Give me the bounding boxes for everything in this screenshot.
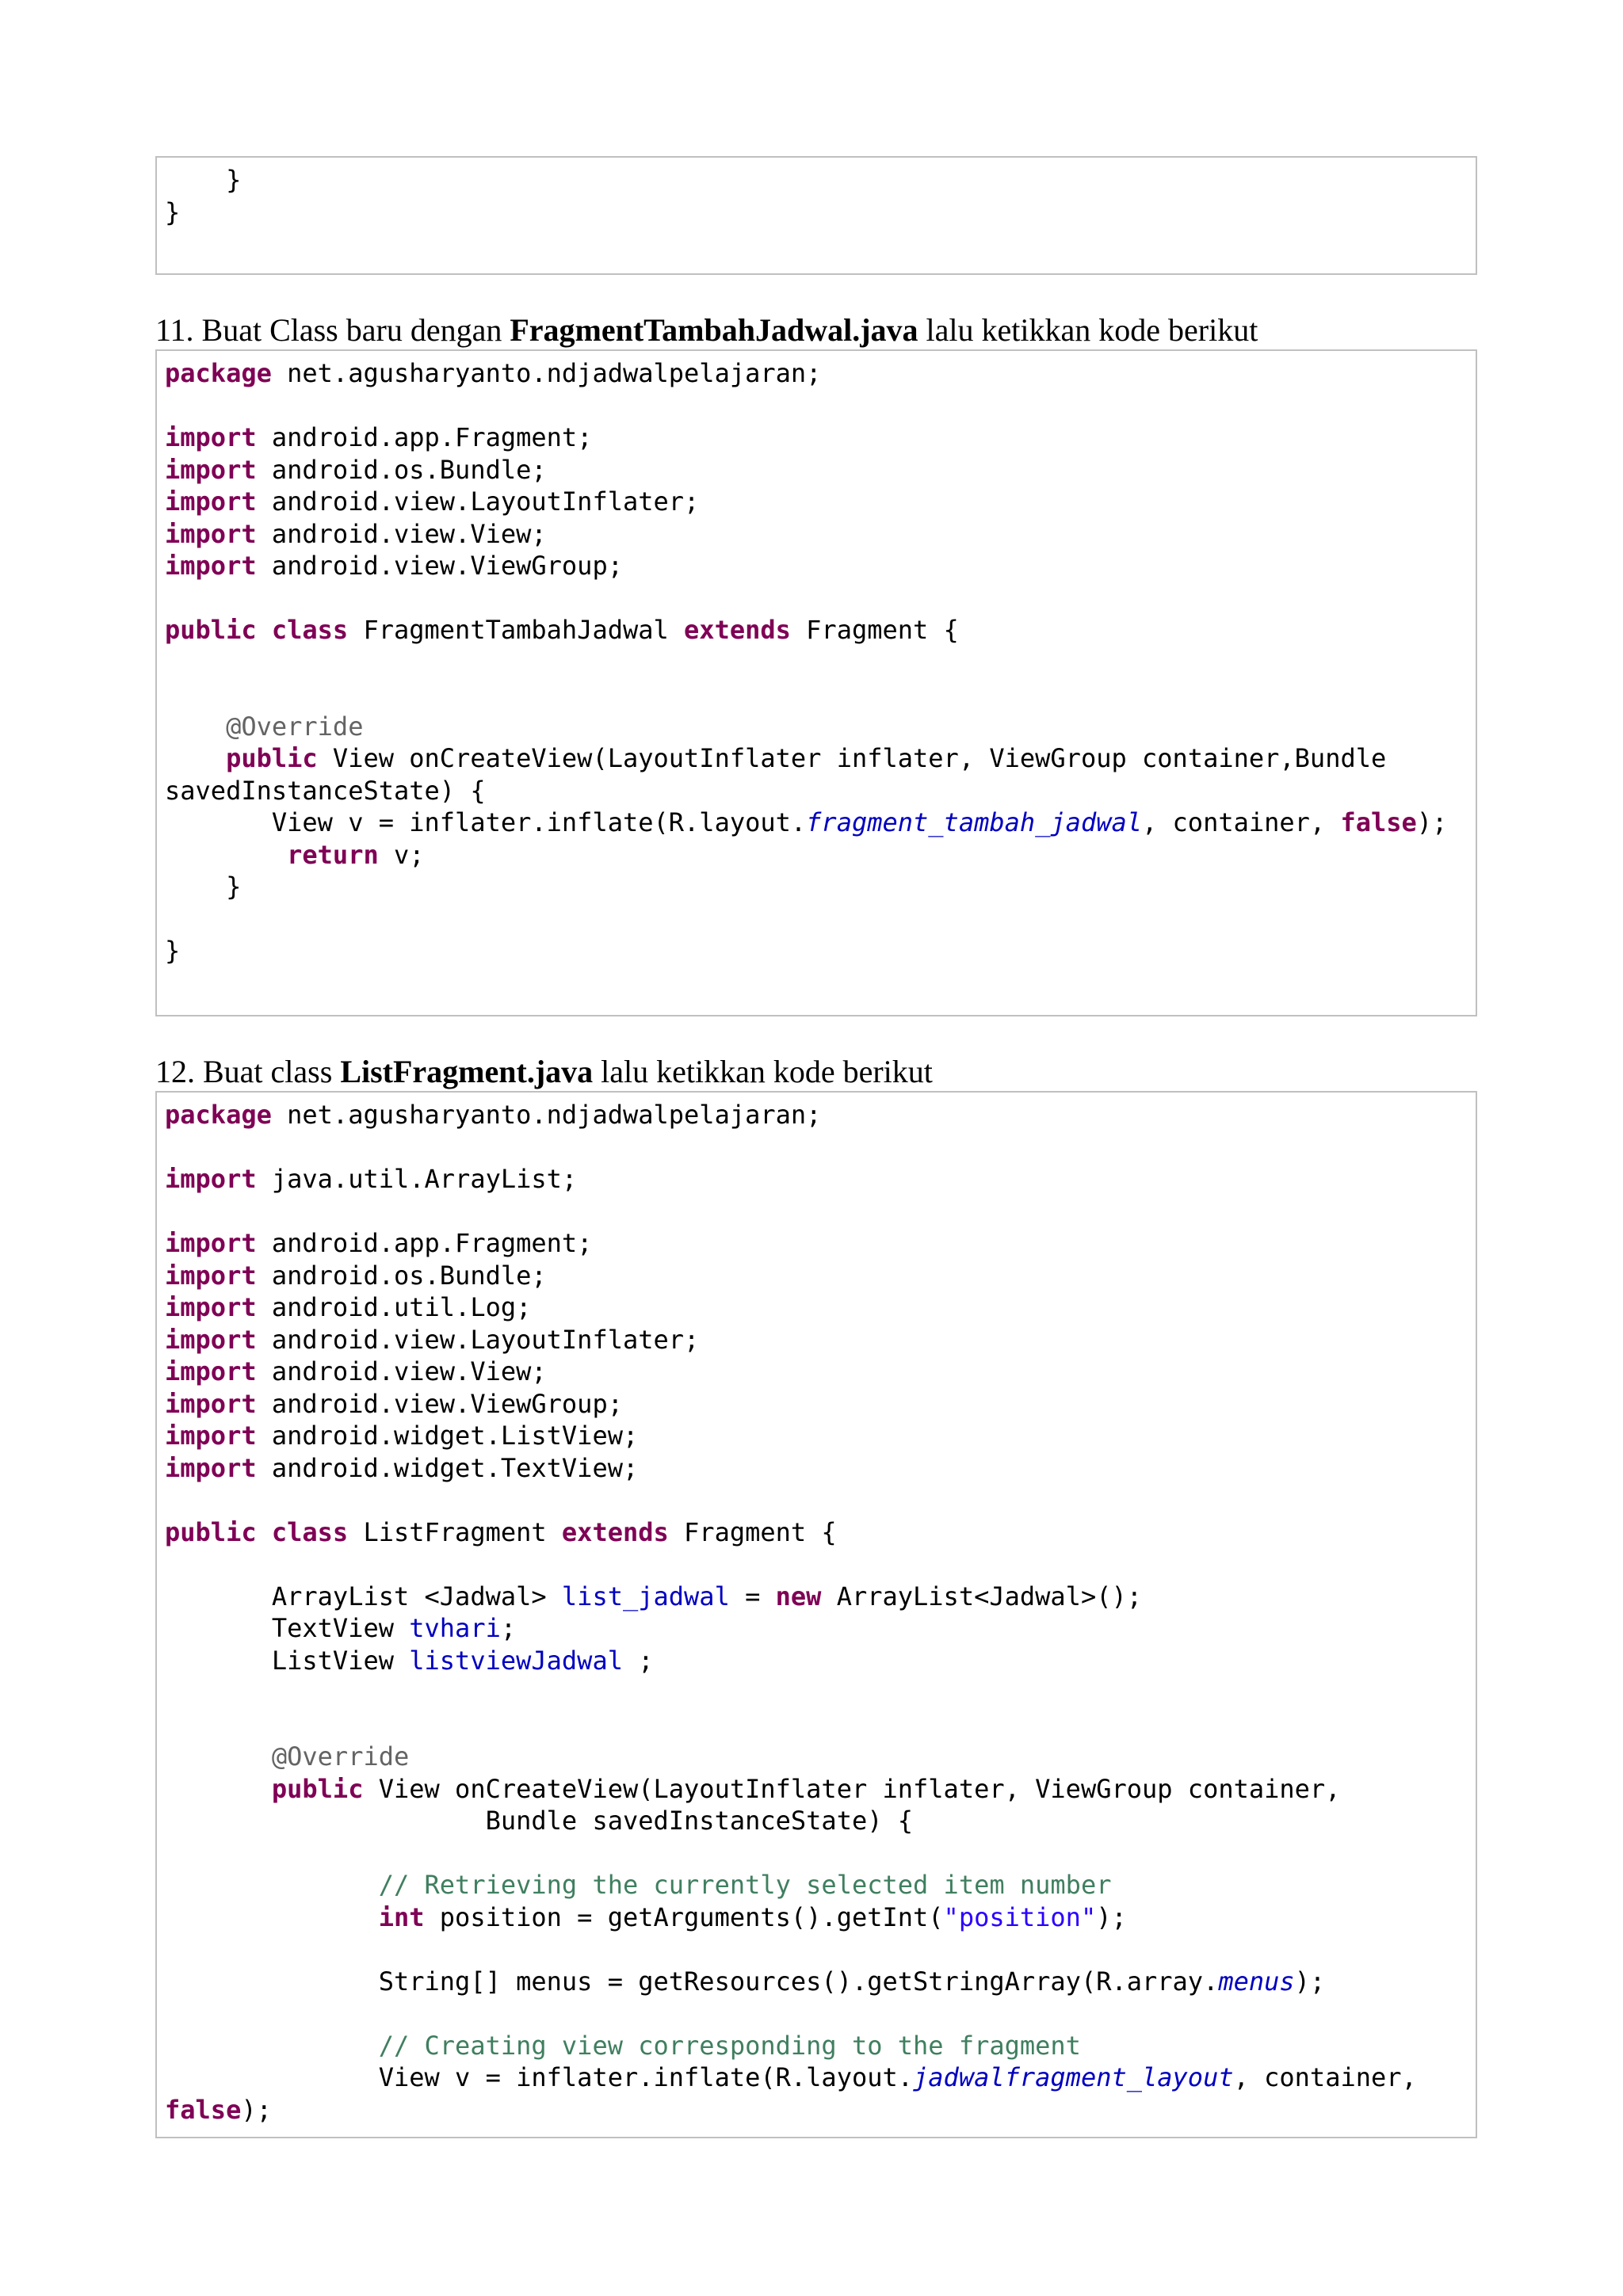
code-token: } bbox=[165, 936, 181, 966]
code-token: FragmentTambahJadwal bbox=[348, 615, 685, 645]
code-token bbox=[165, 2031, 379, 2061]
code-token bbox=[165, 1774, 272, 1804]
code-token: Fragment { bbox=[790, 615, 959, 645]
code-token: android.widget.ListView; bbox=[256, 1421, 639, 1451]
code-token: list_jadwal bbox=[561, 1581, 730, 1611]
code-token: return bbox=[287, 839, 379, 870]
code-token: TextView bbox=[165, 1613, 410, 1643]
code-token: import bbox=[165, 1260, 257, 1291]
code-token: package bbox=[165, 358, 272, 388]
code-token bbox=[165, 711, 226, 742]
code-token: android.view.View; bbox=[256, 1356, 547, 1386]
code-token bbox=[165, 743, 226, 773]
code-token: android.view.ViewGroup; bbox=[256, 551, 623, 581]
code-token: savedInstanceState) { bbox=[165, 775, 486, 806]
code-token: net.agusharyanto.ndjadwalpelajaran; bbox=[271, 1100, 822, 1130]
code-token: android.view.LayoutInflater; bbox=[256, 1324, 700, 1355]
code-token: extends bbox=[684, 615, 791, 645]
code-token: package bbox=[165, 1100, 272, 1130]
code-token: ListFragment bbox=[348, 1516, 562, 1547]
step-text: Buat Class baru dengan bbox=[201, 312, 502, 348]
code-token: net.agusharyanto.ndjadwalpelajaran; bbox=[271, 358, 822, 388]
step-filename: FragmentTambahJadwal.java bbox=[510, 312, 918, 348]
code-token: View onCreateView(LayoutInflater inflater, ViewGroup container,Bundle bbox=[317, 743, 1387, 773]
code-token: String[] menus = getResources().getStringArray(R.array. bbox=[165, 1966, 1219, 1997]
code-token: android.view.View; bbox=[256, 518, 547, 549]
code-token: import bbox=[165, 1421, 257, 1451]
code-token bbox=[165, 1741, 272, 1772]
code-text bbox=[157, 158, 1476, 228]
code-block-fragment-tambah-jadwal bbox=[155, 349, 1477, 1016]
code-token: listviewJadwal bbox=[409, 1645, 623, 1676]
code-text bbox=[157, 1093, 1476, 2126]
code-token: View v = inflater.inflate(R.layout. bbox=[165, 2062, 914, 2092]
code-token: , container, bbox=[1233, 2062, 1417, 2092]
code-token: // Retrieving the currently selected item number bbox=[378, 1870, 1112, 1900]
step-text-after: lalu ketikkan kode berikut bbox=[926, 312, 1258, 348]
code-token: android.view.LayoutInflater; bbox=[256, 486, 700, 517]
code-token: android.widget.TextView; bbox=[256, 1452, 639, 1483]
code-token: ArrayList <Jadwal> bbox=[165, 1581, 562, 1611]
code-token: android.os.Bundle; bbox=[256, 1260, 547, 1291]
code-token bbox=[165, 840, 287, 870]
code-token: import bbox=[165, 422, 257, 452]
code-token bbox=[257, 615, 272, 645]
code-token: import bbox=[165, 1388, 257, 1419]
code-token: android.app.Fragment; bbox=[256, 1228, 593, 1258]
code-block-previous bbox=[155, 156, 1477, 275]
code-token: ListView bbox=[165, 1645, 410, 1676]
step-text-after: lalu ketikkan kode berikut bbox=[601, 1054, 933, 1089]
code-token: class bbox=[271, 1516, 349, 1547]
code-token: menus bbox=[1218, 1966, 1295, 1997]
code-token: import bbox=[165, 1228, 257, 1258]
code-token: View onCreateView(LayoutInflater inflater, ViewGroup container, bbox=[363, 1773, 1341, 1804]
code-token: android.app.Fragment; bbox=[256, 422, 593, 452]
code-token: ); bbox=[241, 2094, 272, 2125]
code-token: android.view.ViewGroup; bbox=[256, 1388, 623, 1419]
code-token: tvhari bbox=[409, 1613, 501, 1643]
code-token: new bbox=[775, 1581, 822, 1611]
step-number: 11. bbox=[155, 312, 194, 348]
code-token: false bbox=[1340, 807, 1417, 837]
code-token: import bbox=[165, 1356, 257, 1386]
code-token: import bbox=[165, 1292, 257, 1322]
code-token bbox=[257, 1517, 272, 1547]
code-token: @Override bbox=[271, 1741, 410, 1772]
code-token: , container, bbox=[1142, 807, 1341, 837]
step-text: Buat class bbox=[203, 1054, 333, 1089]
code-token: android.os.Bundle; bbox=[256, 454, 547, 485]
code-token: jadwalfragment_layout bbox=[913, 2062, 1234, 2092]
code-token: // Creating view corresponding to the fragment bbox=[378, 2030, 1081, 2061]
code-token: ; bbox=[622, 1645, 654, 1676]
code-token: import bbox=[165, 551, 257, 581]
code-token: import bbox=[165, 1452, 257, 1483]
code-token: } bbox=[165, 165, 242, 195]
code-token: fragment_tambah_jadwal bbox=[806, 807, 1142, 837]
code-token: position = getArguments().getInt( bbox=[424, 1901, 944, 1932]
code-token: ; bbox=[500, 1613, 517, 1643]
step-11-heading bbox=[155, 312, 1258, 349]
code-token: extends bbox=[561, 1516, 669, 1547]
code-token: Bundle savedInstanceState) { bbox=[165, 1806, 914, 1836]
code-token: ); bbox=[1096, 1901, 1127, 1932]
code-token: } bbox=[165, 871, 242, 902]
code-token: false bbox=[165, 2094, 242, 2125]
code-token: public bbox=[226, 743, 318, 773]
code-token: ArrayList<Jadwal>(); bbox=[821, 1581, 1142, 1611]
code-token: import bbox=[165, 518, 257, 549]
code-token: @Override bbox=[226, 711, 364, 742]
code-token: android.util.Log; bbox=[256, 1292, 532, 1322]
code-token: ); bbox=[1294, 1966, 1326, 1997]
code-token bbox=[165, 1902, 379, 1932]
code-token: class bbox=[271, 615, 349, 645]
code-token: import bbox=[165, 486, 257, 517]
code-token: View v = inflater.inflate(R.layout. bbox=[165, 807, 807, 837]
code-token: ); bbox=[1416, 807, 1448, 837]
code-block-list-fragment bbox=[155, 1091, 1477, 2138]
code-token: v; bbox=[378, 839, 425, 870]
code-text bbox=[157, 351, 1476, 967]
code-token bbox=[165, 1870, 379, 1900]
code-token: import bbox=[165, 1164, 257, 1194]
code-token: Fragment { bbox=[668, 1516, 837, 1547]
step-filename: ListFragment.java bbox=[340, 1054, 594, 1089]
code-token: public bbox=[271, 1773, 364, 1804]
code-token: import bbox=[165, 454, 257, 485]
code-token: } bbox=[165, 196, 181, 227]
code-token: public bbox=[165, 615, 257, 645]
code-token: public bbox=[165, 1516, 257, 1547]
code-token: int bbox=[378, 1901, 425, 1932]
code-token: java.util.ArrayList; bbox=[256, 1164, 578, 1194]
step-number: 12. bbox=[155, 1054, 195, 1089]
code-token: import bbox=[165, 1324, 257, 1355]
code-token: = bbox=[729, 1581, 776, 1611]
code-token: "position" bbox=[943, 1901, 1097, 1932]
step-12-heading bbox=[155, 1054, 933, 1090]
